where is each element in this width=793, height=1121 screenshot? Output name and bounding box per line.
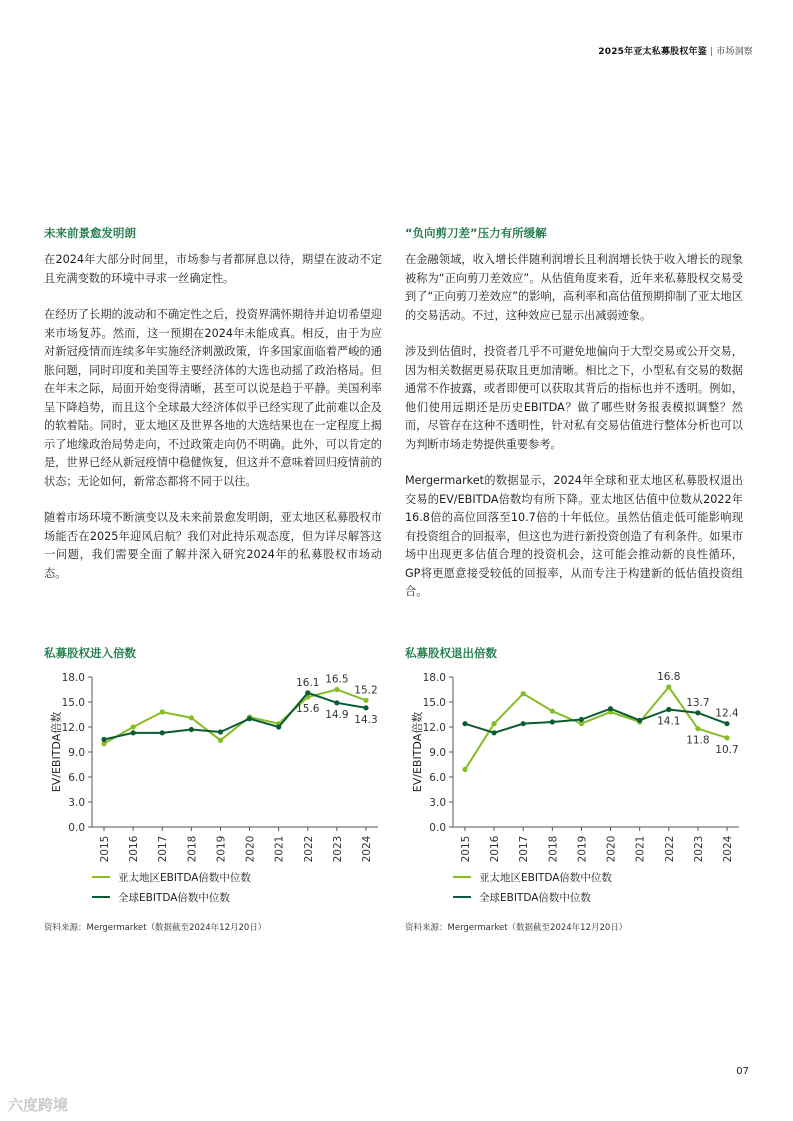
data-point <box>189 727 194 732</box>
legend-swatch-global <box>92 896 110 899</box>
y-tick-label: 6.0 <box>429 772 446 784</box>
data-label: 14.1 <box>657 715 681 728</box>
left-paragraph-3: 随着市场环境不断演变以及未来前景愈发明朗，亚太地区私募股权市场能否在2025年迎风启航？我们对此持乐观态度，但为详尽解答这一问题，我们需要全面了解并深入研究2024年的私募股权市场动态。 <box>44 511 382 580</box>
x-tick-label: 2020 <box>605 835 618 862</box>
data-label: 13.7 <box>686 696 710 709</box>
x-tick-label: 2020 <box>244 835 257 862</box>
data-point <box>550 709 555 714</box>
data-point <box>334 687 339 692</box>
exit-chart-title: 私募股权退出倍数 <box>405 646 497 660</box>
left-column <box>44 225 382 601</box>
data-point <box>160 730 165 735</box>
section-name: 市场洞察 <box>716 47 753 57</box>
y-tick-label: 9.0 <box>429 747 446 759</box>
data-point <box>218 729 223 734</box>
y-tick-label: 12.0 <box>422 722 446 734</box>
legend-label-global: 全球EBITDA倍数中位数 <box>479 891 591 904</box>
y-tick-label: 3.0 <box>68 797 85 809</box>
entry-multiples-chart <box>44 645 389 933</box>
y-tick-label: 15.0 <box>422 697 446 709</box>
x-tick-label: 2018 <box>186 835 199 862</box>
entry-chart-legend <box>92 867 251 907</box>
exit-multiples-chart <box>405 645 750 933</box>
y-tick-label: 9.0 <box>68 747 85 759</box>
left-paragraph-1: 在2024年大部分时间里，市场参与者都屏息以待，期望在波动不定且充满变数的环境中寻求一丝确定性。 <box>44 253 382 285</box>
right-paragraph-2: 涉及到估值时，投资者几乎不可避免地偏向于大型交易或公开交易，因为相关数据更易获取且更加清晰。相比之下，小型私有交易的数据通常不作披露，或者即便可以获取其背后的指标也并不透明。例如，他们使用远期还是历史EBITDA？做了哪些财务报表模拟调整？然而，尽管存在这种不透明性，针对私有交易估值进行整体分析也可以为判断市场走势提供重要参考。 <box>405 345 743 451</box>
x-tick-label: 2017 <box>157 835 170 862</box>
legend-swatch-global <box>453 896 471 899</box>
x-tick-label: 2016 <box>128 835 141 862</box>
exit-chart-source: 资料来源：Mergermarket（数据截至2024年12月20日） <box>405 923 628 933</box>
data-point <box>334 700 339 705</box>
data-point <box>247 716 252 721</box>
y-tick-label: 6.0 <box>68 772 85 784</box>
data-point <box>550 719 555 724</box>
y-axis-title: EV/EBITDA倍数 <box>411 711 424 793</box>
publication-title: 2025年亚太私募股权年鉴 <box>598 47 707 57</box>
data-point <box>131 724 136 729</box>
x-tick-label: 2016 <box>489 835 502 862</box>
x-tick-label: 2019 <box>215 835 228 862</box>
data-label: 15.6 <box>296 703 320 715</box>
x-tick-label: 2021 <box>634 835 647 862</box>
x-tick-label: 2019 <box>576 835 589 862</box>
y-tick-label: 18.0 <box>422 672 446 684</box>
data-point <box>521 691 526 696</box>
x-tick-label: 2021 <box>273 835 286 862</box>
y-tick-label: 0.0 <box>429 822 446 834</box>
data-point <box>724 721 729 726</box>
data-label: 14.3 <box>354 713 378 726</box>
watermark-logo: 六度跨境 <box>8 1096 69 1114</box>
data-label: 10.7 <box>715 743 739 756</box>
left-heading: 未来前景愈发明朗 <box>44 226 136 240</box>
data-label: 16.8 <box>657 671 681 683</box>
exit-chart-plot <box>405 667 750 862</box>
data-point <box>666 684 671 689</box>
exit-chart-legend <box>453 867 612 907</box>
data-point <box>695 710 700 715</box>
data-point <box>276 724 281 729</box>
data-label: 11.8 <box>686 734 710 747</box>
data-label: 14.9 <box>325 708 349 721</box>
data-point <box>462 721 467 726</box>
data-label: 16.1 <box>296 676 320 689</box>
y-tick-label: 12.0 <box>61 722 85 734</box>
x-tick-label: 2024 <box>361 835 373 862</box>
legend-swatch-apac <box>453 876 471 879</box>
data-point <box>101 737 106 742</box>
legend-item-global <box>453 887 612 907</box>
data-point <box>131 730 136 735</box>
entry-chart-title: 私募股权进入倍数 <box>44 646 136 660</box>
right-heading: “负向剪刀差”压力有所缓解 <box>405 226 547 240</box>
data-point <box>695 726 700 731</box>
x-tick-label: 2023 <box>331 835 344 862</box>
page-header <box>598 44 753 57</box>
legend-item-apac <box>453 867 612 887</box>
legend-label-global: 全球EBITDA倍数中位数 <box>118 891 230 904</box>
data-label: 12.4 <box>715 707 739 720</box>
entry-chart-source: 资料来源：Mergermarket（数据截至2024年12月20日） <box>44 923 267 933</box>
header-separator: | <box>709 47 714 57</box>
data-point <box>189 715 194 720</box>
data-point <box>218 738 223 743</box>
data-point <box>363 698 368 703</box>
right-paragraph-1: 在金融领域，收入增长伴随利润增长且利润增长快于收入增长的现象被称为“正向剪刀差效应”。从估值角度来看，近年来私募股权交易受到了“正向剪刀差效应”的影响，高利率和高估值预期抑制了亚太地区的交易活动。不过，这种效应已显示出减弱迹象。 <box>405 253 743 322</box>
x-tick-label: 2015 <box>460 835 472 862</box>
data-point <box>724 735 729 740</box>
entry-chart-plot <box>44 667 389 862</box>
legend-item-apac <box>92 867 251 887</box>
x-tick-label: 2024 <box>722 835 734 862</box>
data-point <box>492 721 497 726</box>
y-axis-title: EV/EBITDA倍数 <box>50 711 63 793</box>
data-point <box>462 767 467 772</box>
data-label: 16.5 <box>325 673 349 686</box>
data-point <box>160 709 165 714</box>
x-tick-label: 2015 <box>99 835 111 862</box>
legend-label-apac: 亚太地区EBITDA倍数中位数 <box>479 871 612 884</box>
data-point <box>579 717 584 722</box>
data-point <box>363 705 368 710</box>
data-point <box>305 690 310 695</box>
data-point <box>608 706 613 711</box>
legend-swatch-apac <box>92 876 110 879</box>
data-point <box>492 730 497 735</box>
right-paragraph-3: Mergermarket的数据显示，2024年全球和亚太地区私募股权退出交易的EV/EBITDA倍数均有所下降。亚太地区估值中位数从2022年16.8倍的高位回落至10.7倍的十年低位。虽然估值走低可能影响现有投资组合的回报率，但这也为进行新投资创造了有利条件。如果市场中出现更多估值合理的投资机会，这可能会推动新的良性循环，GP将更愿意接受较低的回报率，从而专注于构建新的低估值投资组合。 <box>405 474 743 598</box>
x-tick-label: 2018 <box>547 835 560 862</box>
page-number: 07 <box>736 1066 749 1077</box>
x-tick-label: 2023 <box>692 835 705 862</box>
legend-item-global <box>92 887 251 907</box>
data-point <box>521 721 526 726</box>
x-tick-label: 2022 <box>302 835 315 862</box>
data-label: 15.2 <box>354 684 378 697</box>
legend-label-apac: 亚太地区EBITDA倍数中位数 <box>118 871 251 884</box>
y-tick-label: 3.0 <box>429 797 446 809</box>
y-tick-label: 18.0 <box>61 672 85 684</box>
right-column <box>405 225 743 620</box>
x-tick-label: 2022 <box>663 835 676 862</box>
data-point <box>666 707 671 712</box>
y-tick-label: 15.0 <box>61 697 85 709</box>
left-paragraph-2: 在经历了长期的波动和不确定性之后，投资界满怀期待并迫切希望迎来市场复苏。然而，这一预期在2024年未能成真。相反，由于为应对新冠疫情而连续多年实施经济刺激政策，许多国家面临着严峻的通胀问题，同时印度和美国等主要经济体的大选也动摇了政治格局。但在年末之际，局面开始变得清晰，甚至可以说是趋于平静。美国利率呈下降趋势，而且这个全球最大经济体似乎已经实现了此前难以企及的软着陆。同时，亚太地区及世界各地的大选结果也在一定程度上揭示了地缘政治局势走向，不过政策走向仍不明确。此外，可以肯定的是，世界已经从新冠疫情中稳健恢复，但这并不意味着回归疫情前的状态；无论如何，新常态都将不同于以往。 <box>44 308 382 488</box>
x-tick-label: 2017 <box>518 835 531 862</box>
y-tick-label: 0.0 <box>68 822 85 834</box>
data-point <box>637 718 642 723</box>
